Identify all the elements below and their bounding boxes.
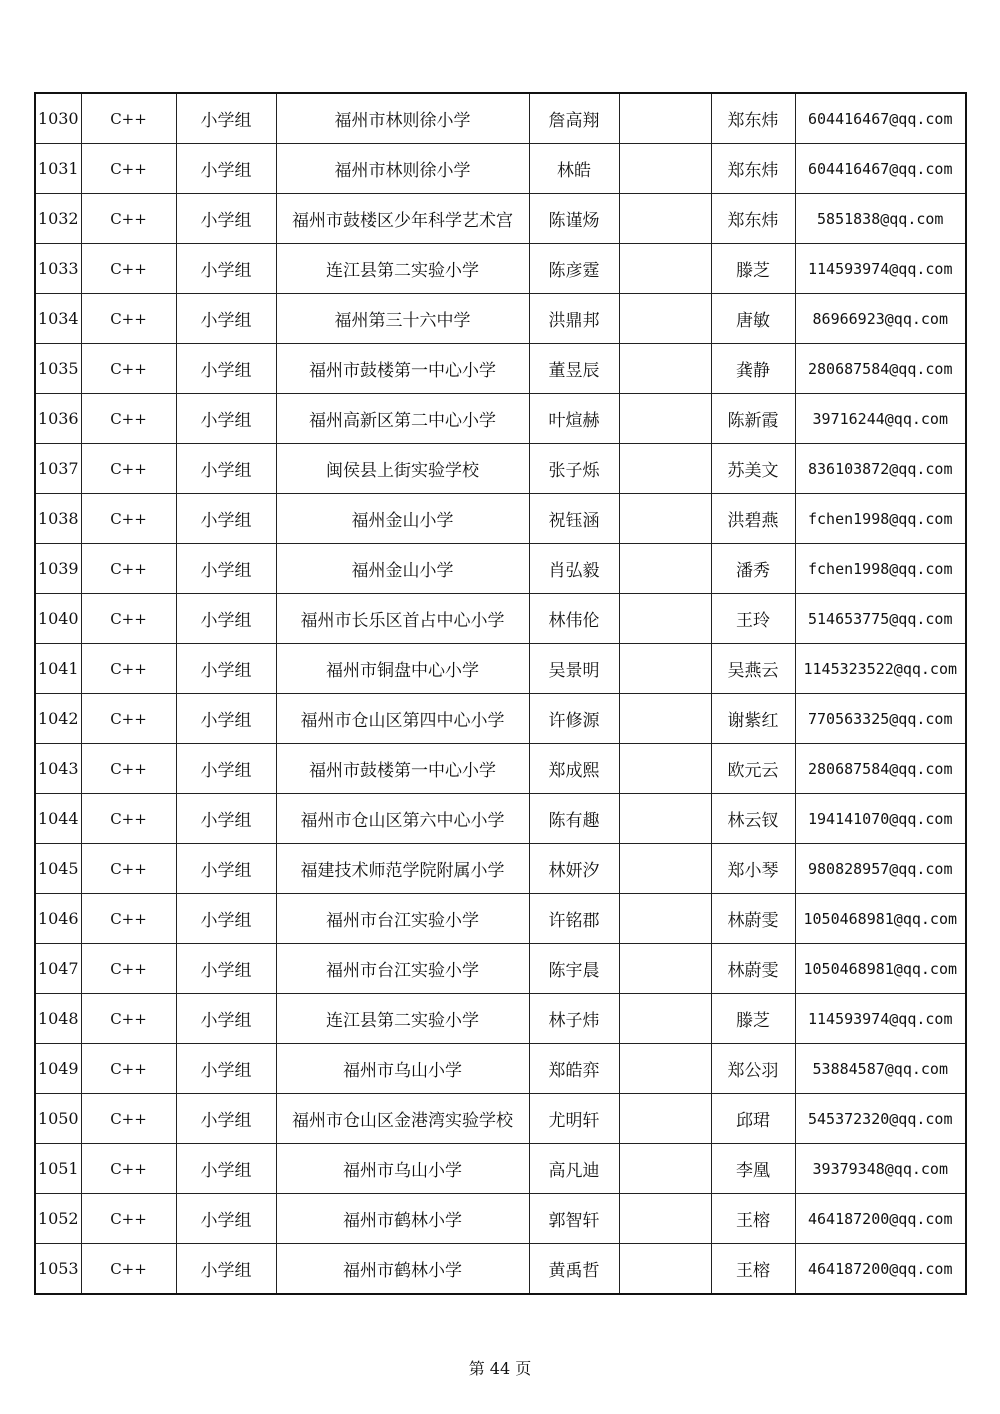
student-cell: 郑皓弈 [529,1044,619,1094]
teacher-cell: 唐敏 [711,294,795,344]
student-cell: 陈有趣 [529,794,619,844]
email-cell: 5851838@qq.com [795,194,966,244]
group-cell: 小学组 [176,694,276,744]
group-cell: 小学组 [176,1144,276,1194]
group-cell: 小学组 [176,844,276,894]
student-cell: 肖弘毅 [529,544,619,594]
student-cell: 林伟伦 [529,594,619,644]
teacher-cell: 郑东炜 [711,144,795,194]
entry-id-cell: 1042 [35,694,81,744]
email-cell: 1145323522@qq.com [795,644,966,694]
email-cell: 464187200@qq.com [795,1194,966,1244]
email-cell: 464187200@qq.com [795,1244,966,1295]
school-cell: 连江县第二实验小学 [276,244,529,294]
group-cell: 小学组 [176,1244,276,1295]
group-cell: 小学组 [176,994,276,1044]
student-cell: 许铭郡 [529,894,619,944]
table-row [35,544,966,594]
email-cell: 114593974@qq.com [795,994,966,1044]
entry-id-cell: 1050 [35,1094,81,1144]
blank-cell [619,844,711,894]
group-cell: 小学组 [176,594,276,644]
teacher-cell: 林云钗 [711,794,795,844]
language-cell: C++ [81,644,176,694]
teacher-cell: 郑东炜 [711,194,795,244]
teacher-cell: 王榕 [711,1244,795,1295]
student-cell: 许修源 [529,694,619,744]
teacher-cell: 龚静 [711,344,795,394]
entry-id-cell: 1031 [35,144,81,194]
blank-cell [619,894,711,944]
email-cell: fchen1998@qq.com [795,544,966,594]
group-cell: 小学组 [176,1044,276,1094]
email-cell: 194141070@qq.com [795,794,966,844]
blank-cell [619,444,711,494]
blank-cell [619,244,711,294]
group-cell: 小学组 [176,144,276,194]
student-cell: 张子烁 [529,444,619,494]
table-row [35,294,966,344]
table-row [35,244,966,294]
student-cell: 林子炜 [529,994,619,1044]
language-cell: C++ [81,294,176,344]
school-cell: 福州市长乐区首占中心小学 [276,594,529,644]
language-cell: C++ [81,694,176,744]
blank-cell [619,594,711,644]
student-cell: 尤明轩 [529,1094,619,1144]
language-cell: C++ [81,744,176,794]
table-row [35,1194,966,1244]
group-cell: 小学组 [176,944,276,994]
blank-cell [619,944,711,994]
entry-id-cell: 1041 [35,644,81,694]
school-cell: 福州市鹤林小学 [276,1194,529,1244]
email-cell: 39716244@qq.com [795,394,966,444]
language-cell: C++ [81,444,176,494]
entry-id-cell: 1034 [35,294,81,344]
blank-cell [619,394,711,444]
language-cell: C++ [81,494,176,544]
table-row [35,144,966,194]
teacher-cell: 滕芝 [711,244,795,294]
school-cell: 福州金山小学 [276,494,529,544]
table-row [35,93,966,144]
language-cell: C++ [81,144,176,194]
email-cell: fchen1998@qq.com [795,494,966,544]
entry-id-cell: 1039 [35,544,81,594]
language-cell: C++ [81,394,176,444]
language-cell: C++ [81,1244,176,1295]
page-number: 第 44 页 [468,1359,532,1378]
student-cell: 董昱辰 [529,344,619,394]
student-cell: 郑成熙 [529,744,619,794]
school-cell: 连江县第二实验小学 [276,994,529,1044]
blank-cell [619,494,711,544]
email-cell: 1050468981@qq.com [795,894,966,944]
student-cell: 林妍汐 [529,844,619,894]
table-row [35,944,966,994]
teacher-cell: 苏美文 [711,444,795,494]
blank-cell [619,994,711,1044]
email-cell: 980828957@qq.com [795,844,966,894]
group-cell: 小学组 [176,1094,276,1144]
teacher-cell: 郑公羽 [711,1044,795,1094]
table-row [35,1244,966,1295]
table-row [35,444,966,494]
language-cell: C++ [81,794,176,844]
email-cell: 604416467@qq.com [795,144,966,194]
entry-id-cell: 1049 [35,1044,81,1094]
blank-cell [619,644,711,694]
email-cell: 1050468981@qq.com [795,944,966,994]
blank-cell [619,93,711,144]
teacher-cell: 王榕 [711,1194,795,1244]
entry-id-cell: 1033 [35,244,81,294]
school-cell: 福州市鼓楼区少年科学艺术宫 [276,194,529,244]
entry-id-cell: 1036 [35,394,81,444]
entry-id-cell: 1052 [35,1194,81,1244]
language-cell: C++ [81,244,176,294]
email-cell: 39379348@qq.com [795,1144,966,1194]
table-row [35,1094,966,1144]
entry-id-cell: 1044 [35,794,81,844]
entry-id-cell: 1030 [35,93,81,144]
entry-id-cell: 1032 [35,194,81,244]
school-cell: 福州高新区第二中心小学 [276,394,529,444]
email-cell: 604416467@qq.com [795,93,966,144]
teacher-cell: 陈新霞 [711,394,795,444]
school-cell: 福州市仓山区第六中心小学 [276,794,529,844]
group-cell: 小学组 [176,494,276,544]
entry-id-cell: 1040 [35,594,81,644]
student-cell: 黄禹哲 [529,1244,619,1295]
entry-id-cell: 1047 [35,944,81,994]
teacher-cell: 郑东炜 [711,93,795,144]
language-cell: C++ [81,1194,176,1244]
email-cell: 836103872@qq.com [795,444,966,494]
blank-cell [619,194,711,244]
school-cell: 福州市鼓楼第一中心小学 [276,744,529,794]
table-row [35,1144,966,1194]
table-row [35,1044,966,1094]
blank-cell [619,794,711,844]
teacher-cell: 谢紫红 [711,694,795,744]
blank-cell [619,1144,711,1194]
table-row [35,744,966,794]
table-row [35,494,966,544]
teacher-cell: 郑小琴 [711,844,795,894]
email-cell: 545372320@qq.com [795,1094,966,1144]
table-row [35,644,966,694]
blank-cell [619,344,711,394]
table-row [35,394,966,444]
table-row [35,894,966,944]
blank-cell [619,694,711,744]
blank-cell [619,544,711,594]
school-cell: 福州市林则徐小学 [276,144,529,194]
entry-id-cell: 1048 [35,994,81,1044]
blank-cell [619,294,711,344]
student-cell: 郭智轩 [529,1194,619,1244]
student-cell: 陈谨炀 [529,194,619,244]
student-cell: 叶煊赫 [529,394,619,444]
group-cell: 小学组 [176,894,276,944]
teacher-cell: 王玲 [711,594,795,644]
blank-cell [619,1094,711,1144]
school-cell: 福州市台江实验小学 [276,944,529,994]
email-cell: 770563325@qq.com [795,694,966,744]
blank-cell [619,744,711,794]
school-cell: 福州市鹤林小学 [276,1244,529,1295]
entry-id-cell: 1051 [35,1144,81,1194]
entry-id-cell: 1043 [35,744,81,794]
group-cell: 小学组 [176,794,276,844]
student-cell: 洪鼎邦 [529,294,619,344]
school-cell: 福州市仓山区第四中心小学 [276,694,529,744]
table-row [35,344,966,394]
teacher-cell: 洪碧燕 [711,494,795,544]
email-cell: 514653775@qq.com [795,594,966,644]
teacher-cell: 潘秀 [711,544,795,594]
group-cell: 小学组 [176,444,276,494]
group-cell: 小学组 [176,644,276,694]
school-cell: 福州市仓山区金港湾实验学校 [276,1094,529,1144]
group-cell: 小学组 [176,294,276,344]
language-cell: C++ [81,93,176,144]
language-cell: C++ [81,844,176,894]
group-cell: 小学组 [176,744,276,794]
school-cell: 福州市鼓楼第一中心小学 [276,344,529,394]
blank-cell [619,144,711,194]
language-cell: C++ [81,344,176,394]
group-cell: 小学组 [176,1194,276,1244]
school-cell: 福州市台江实验小学 [276,894,529,944]
table-row [35,844,966,894]
language-cell: C++ [81,944,176,994]
language-cell: C++ [81,1044,176,1094]
language-cell: C++ [81,594,176,644]
entry-id-cell: 1053 [35,1244,81,1295]
student-cell: 陈宇晨 [529,944,619,994]
email-cell: 280687584@qq.com [795,344,966,394]
email-cell: 114593974@qq.com [795,244,966,294]
student-cell: 祝钰涵 [529,494,619,544]
school-cell: 福州金山小学 [276,544,529,594]
group-cell: 小学组 [176,544,276,594]
entry-id-cell: 1037 [35,444,81,494]
table-row [35,694,966,744]
language-cell: C++ [81,894,176,944]
teacher-cell: 林蔚雯 [711,944,795,994]
student-cell: 陈彦霆 [529,244,619,294]
blank-cell [619,1044,711,1094]
email-cell: 280687584@qq.com [795,744,966,794]
school-cell: 福建技术师范学院附属小学 [276,844,529,894]
language-cell: C++ [81,194,176,244]
blank-cell [619,1244,711,1295]
teacher-cell: 邱珺 [711,1094,795,1144]
group-cell: 小学组 [176,344,276,394]
teacher-cell: 滕芝 [711,994,795,1044]
school-cell: 福州第三十六中学 [276,294,529,344]
group-cell: 小学组 [176,244,276,294]
entry-id-cell: 1045 [35,844,81,894]
email-cell: 53884587@qq.com [795,1044,966,1094]
student-cell: 吴景明 [529,644,619,694]
teacher-cell: 林蔚雯 [711,894,795,944]
entry-id-cell: 1038 [35,494,81,544]
teacher-cell: 欧元云 [711,744,795,794]
table-row [35,194,966,244]
teacher-cell: 吴燕云 [711,644,795,694]
table-row [35,794,966,844]
school-cell: 福州市乌山小学 [276,1044,529,1094]
group-cell: 小学组 [176,394,276,444]
group-cell: 小学组 [176,93,276,144]
language-cell: C++ [81,1094,176,1144]
group-cell: 小学组 [176,194,276,244]
school-cell: 福州市铜盘中心小学 [276,644,529,694]
student-cell: 詹高翔 [529,93,619,144]
language-cell: C++ [81,994,176,1044]
entry-id-cell: 1035 [35,344,81,394]
roster-body [35,93,966,1294]
school-cell: 闽侯县上街实验学校 [276,444,529,494]
table-row [35,994,966,1044]
student-cell: 高凡迪 [529,1144,619,1194]
teacher-cell: 李凰 [711,1144,795,1194]
school-cell: 福州市乌山小学 [276,1144,529,1194]
language-cell: C++ [81,1144,176,1194]
school-cell: 福州市林则徐小学 [276,93,529,144]
entry-id-cell: 1046 [35,894,81,944]
student-cell: 林皓 [529,144,619,194]
language-cell: C++ [81,544,176,594]
blank-cell [619,1194,711,1244]
email-cell: 86966923@qq.com [795,294,966,344]
roster-table [34,92,967,1295]
table-row [35,594,966,644]
